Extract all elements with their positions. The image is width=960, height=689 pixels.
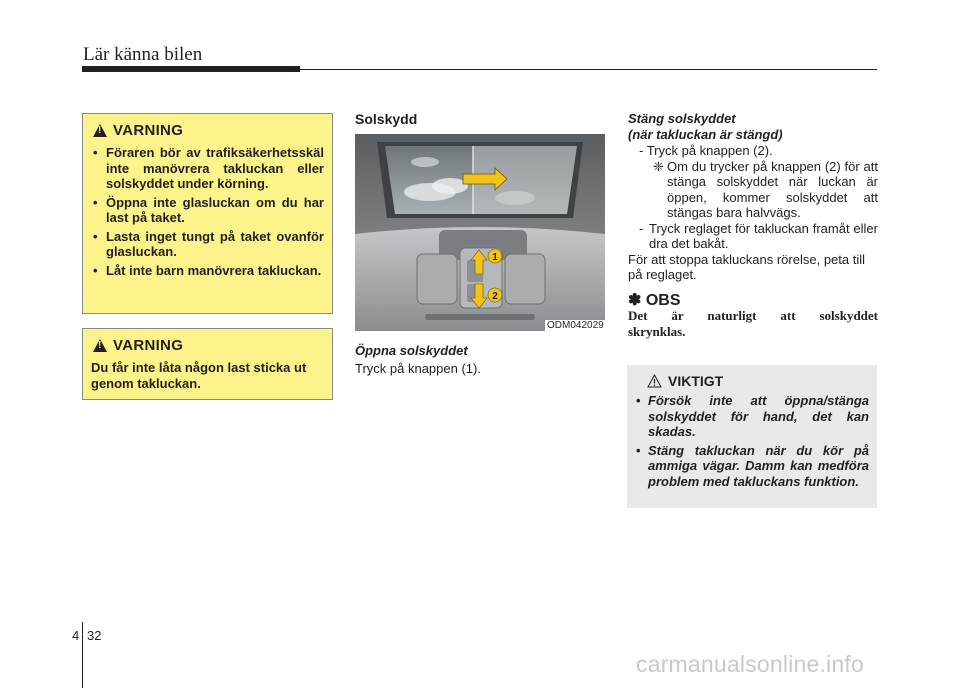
close-sunshade-heading: Stäng solskyddet: [628, 111, 736, 126]
header-rule: [300, 69, 877, 70]
note-row: [628, 159, 878, 221]
warning-triangle-icon: [93, 339, 107, 352]
obs-text-continued: skrynklas.: [628, 323, 686, 339]
figure-callout-2: 2: [492, 291, 498, 302]
warning-text: Du får inte låta någon last sticka ut genom takluckan.: [91, 360, 307, 391]
warning-item: • Låt inte barn manövrera takluckan.: [91, 263, 324, 279]
caution-box: [627, 365, 877, 508]
open-sunshade-heading: Öppna solskyddet: [355, 343, 468, 358]
caution-list: [627, 393, 877, 489]
right-column: [628, 111, 878, 339]
watermark: carmanualsonline.info: [636, 651, 864, 677]
warning-item: • Öppna inte glasluckan om du har last på taket.: [91, 195, 324, 226]
close-sunshade-subheading: (när takluckan är stängd): [628, 127, 783, 142]
figure-code: ODM042029: [547, 320, 604, 331]
warning-title: VARNING: [113, 337, 184, 354]
note-text: Om du trycker på knappen (2) för att stänga solskyddet när luckan är öppen, kommer solskyddet att stängas bara halvvägs.: [667, 158, 878, 220]
warning-item: • Föraren bör av trafiksäkerhetsskäl inte manövrera takluckan eller solskyddet under körning.: [91, 145, 324, 192]
obs-heading: ✽ OBS: [628, 291, 681, 309]
step-text: Tryck reglaget för takluckan framåt eller dra det bakåt.: [649, 220, 878, 251]
dash-symbol: -: [639, 220, 644, 236]
section-heading: Solskydd: [355, 111, 418, 127]
footer-divider: [82, 622, 83, 688]
obs-text: Det är naturligt att solskyddet: [628, 308, 878, 323]
warning-title: VARNING: [113, 122, 184, 139]
warning-box-1: [82, 113, 333, 314]
open-sunshade-text: Tryck på knappen (1).: [355, 361, 481, 376]
caution-item: • Stäng takluckan när du kör på ammiga vägar. Damm kan medföra problem med takluckans funktion.: [635, 443, 869, 490]
caution-triangle-icon: [647, 374, 662, 388]
warning-item: • Lasta inget tungt på taket ovanför glasluckan.: [91, 229, 324, 260]
warning-header: [93, 122, 332, 139]
page-number: 32: [87, 628, 102, 643]
caution-header: [647, 373, 877, 389]
header-bar: [82, 66, 300, 72]
note-symbol-icon: ❈: [653, 158, 664, 174]
caution-title: VIKTIGT: [668, 373, 724, 389]
warning-header: [93, 337, 332, 354]
caution-item: • Försök inte att öppna/stänga solskyddet för hand, det kan skadas.: [635, 393, 869, 440]
figure-callout-1: 1: [492, 252, 498, 263]
warning-box-2: [82, 328, 333, 400]
page-header-title: Lär känna bilen: [83, 44, 203, 65]
stop-text: För att stoppa takluckans rörelse, peta till på reglaget.: [628, 251, 866, 282]
chapter-number: 4: [72, 628, 80, 643]
warning-list: [83, 145, 332, 278]
warning-triangle-icon: [93, 124, 107, 137]
step-row: [628, 221, 878, 252]
step-text: - Tryck på knappen (2).: [639, 143, 773, 158]
sunshade-figure: [355, 134, 605, 331]
